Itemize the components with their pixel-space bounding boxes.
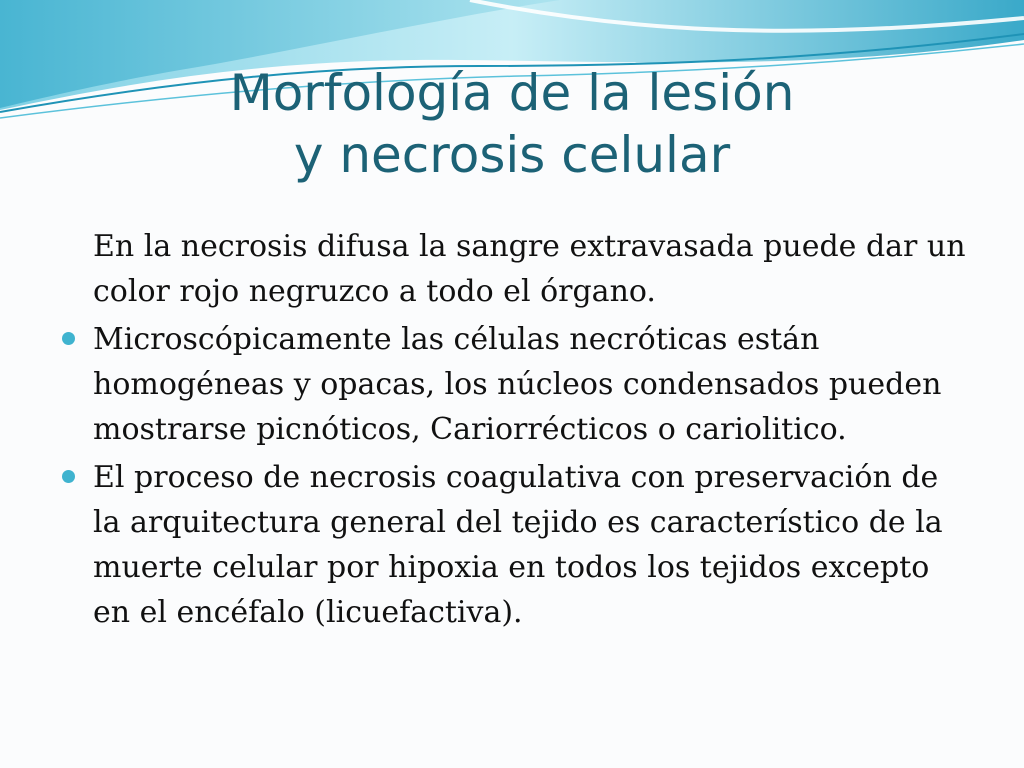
bullet-icon (62, 470, 75, 483)
title-line-1: Morfología de la lesión (229, 64, 795, 122)
slide-title (120, 62, 904, 186)
bullet-icon (62, 332, 75, 345)
title-line-2: y necrosis celular (293, 126, 731, 184)
paragraph-intro (60, 224, 970, 314)
paragraph-intro-text: En la necrosis difusa la sangre extravasada puede dar un color rojo negruzco a todo el órgano. (93, 229, 966, 309)
bullet-item-coagulative (60, 455, 970, 635)
bullet-item-coagulative-text: El proceso de necrosis coagulativa con preservación de la arquitectura general del tejido es característico de la muerte celular por hipoxia en todos los tejidos excepto en el encéfalo (licuefactiva). (93, 460, 943, 630)
bullet-item-microscopic (60, 317, 970, 452)
slide-body (60, 224, 970, 638)
bullet-item-microscopic-text: Microscópicamente las células necróticas están homogéneas y opacas, los núcleos condensados pueden mostrarse picnóticos, Cariorrécticos o cariolitico. (93, 322, 942, 447)
